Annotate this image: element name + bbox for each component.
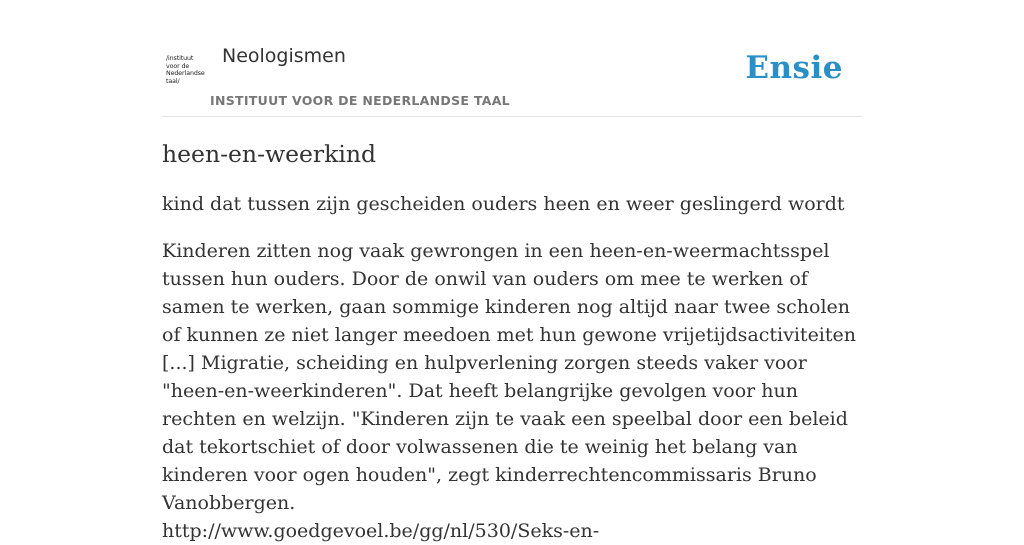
entry-content <box>162 138 862 545</box>
entry-definition: kind dat tussen zijn gescheiden ouders heen en weer geslingerd wordt <box>162 193 845 215</box>
site-header <box>162 0 862 117</box>
logo-line-2: voor de <box>166 62 190 70</box>
ivdnt-logo[interactable] <box>166 55 208 89</box>
site-subtitle: INSTITUUT VOOR DE NEDERLANDSE TAAL <box>210 93 510 108</box>
ensie-brand-logo[interactable]: Ensie <box>745 50 843 86</box>
site-title[interactable]: Neologismen <box>222 45 346 67</box>
entry-term: heen-en-weerkind <box>162 140 377 168</box>
logo-line-3: Nederlandse <box>166 70 205 78</box>
logo-line-1: /instituut <box>166 55 194 62</box>
entry-example <box>162 237 862 545</box>
logo-line-4: taal/ <box>166 77 180 85</box>
source-link[interactable]: http://www.goedgevoel.be/gg/nl/530/Seks-en- <box>162 520 600 542</box>
example-quote: Kinderen zitten nog vaak gewrongen in een heen-en-weermachtsspel tussen hun ouders. Door de onwil van ouders om mee te werken of samen te werken, gaan sommige kinderen nog altijd naar twee scholen of kunnen ze niet langer meedoen met hun gewone vrijetijdsactiviteiten [...] Migratie, scheiding en hulpverlening zorgen steeds vaker voor "heen-en-weerkinderen". Dat heeft belangrijke gevolgen voor hun rechten en welzijn. "Kinderen zijn te vaak een speelbal door een beleid dat tekortschiet of door volwassenen die te weinig het belang van kinderen voor ogen houden", zegt kinderrechtencommissaris Bruno Vanobbergen. <box>162 240 857 514</box>
